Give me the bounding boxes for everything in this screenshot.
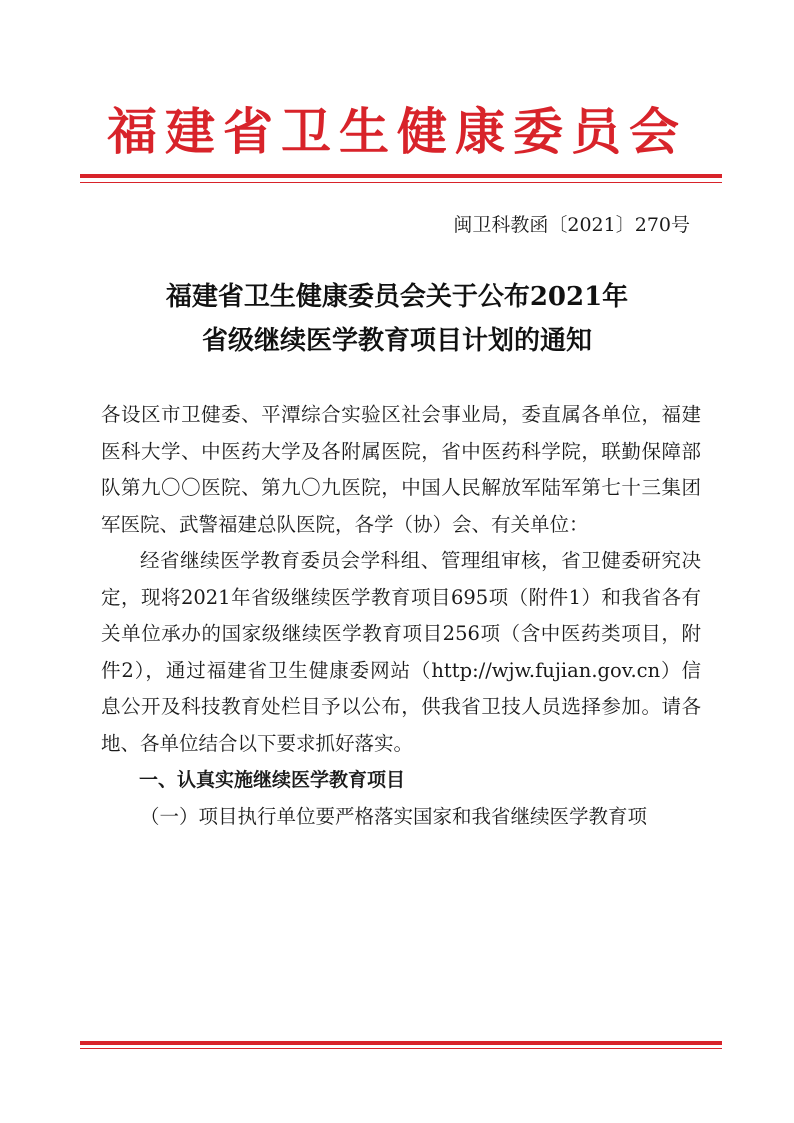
addressees-paragraph: 各设区市卫健委、平潭综合实验区社会事业局，委直属各单位，福建医科大学、中医药大学及各附属医院，省中医药科学院，联勤保障部队第九〇〇医院、第九〇九医院，中国人民解放军陆军第七十三集团军医院、武警福建总队医院，各学（协）会、有关单位： [101, 403, 701, 536]
document-title [0, 275, 794, 363]
document-body [101, 397, 701, 835]
document-title-line-2: 省级继续医学教育项目计划的通知 [201, 326, 592, 356]
footer-red-rule-thin [80, 1048, 722, 1049]
header-red-rule-thin [80, 182, 722, 183]
document-number: 闽卫科教函〔2021〕270号 [453, 214, 690, 236]
section-item: （一）项目执行单位要严格落实国家和我省继续医学教育项 [140, 804, 648, 828]
footer-red-rule-thick [80, 1041, 722, 1045]
header-red-rule-thick [80, 174, 722, 178]
section-heading: 一、认真实施继续医学教育项目 [139, 769, 406, 791]
body-paragraph: 经省继续医学教育委员会学科组、管理组审核，省卫健委研究决定，现将2021年省级继续医学教育项目695项（附件1）和我省各有关单位承办的国家级继续医学教育项目256项（含中医药类项目，附件2），通过福建省卫生健康委网站（http://wjw.fujian.gov.cn）信息公开及科技教育处栏目予以公布，供我省卫技人员选择参加。请各地、各单位结合以下要求抓好落实。 [101, 549, 701, 755]
document-title-line-1: 福建省卫生健康委员会关于公布2021年 [165, 282, 629, 312]
issuing-organization-header: 福建省卫生健康委员会 [107, 102, 687, 161]
